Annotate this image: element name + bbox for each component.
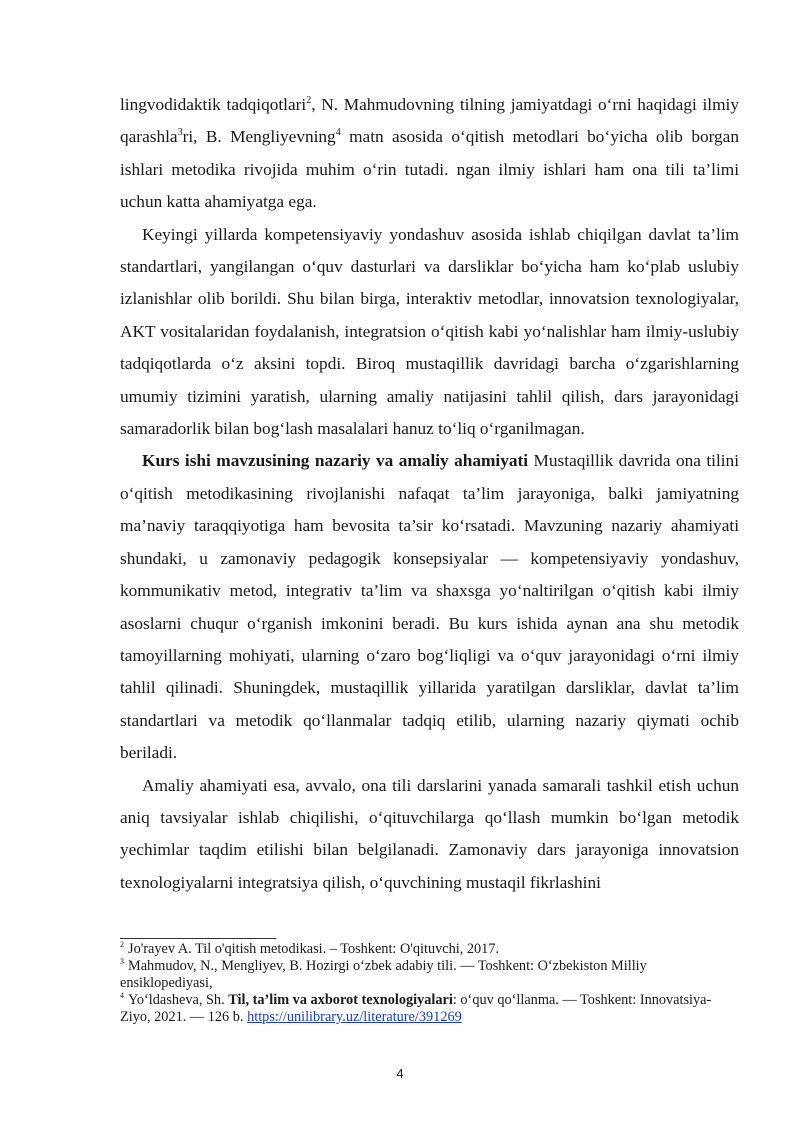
page-body — [120, 89, 739, 899]
paragraph-4: Amaliy ahamiyati esa, avvalo, ona tili darslarini yanada samarali tashkil etish uchun aniq tavsiyalar ishlab chiqilishi, o‘qituvchilarga qo‘llash mumkin bo‘lgan metodik yechimlar taqdim etilishi bilan belgilanadi. Zamonaviy dars jarayoniga innovatsion texnologiyalarni integratsiya qilish, o‘quvchining mustaqil fikrlashini — [120, 775, 739, 892]
footnote-separator — [120, 938, 276, 939]
paragraph-3-text: Mustaqillik davrida ona tilini o‘qitish metodikasining rivojlanishi nafaqat ta’lim jarayoniga, balki jamiyatning ma’naviy taraqqiyotiga ham bevosita ta’sir ko‘rsatadi. Mavzuning nazariy ahamiyati shundaki, u zamonaviy pedagogik konsepsiyalar — kompetensiyaviy yondashuv, kommunikativ metod, integrativ ta’lim va shaxsga yo‘naltirilgan o‘qitish kabi ilmiy asoslarni chuqur o‘rganish imkonini beradi. Bu kurs ishida aynan ana shu metodik tamoyillarning mohiyati, ularning o‘zaro bog‘liqligi va o‘quv jarayonidagi o‘rni ilmiy tahlil qilinadi. Shuningdek, mustaqillik yillarida yaratilgan darsliklar, davlat ta’lim standartlari va metodik qo‘llanmalar tadqiq etilib, ularning nazariy qiymati ochib beriladi. — [120, 451, 740, 763]
footnote-ref-4[interactable]: 4 — [335, 127, 341, 139]
footnote-book-title: Til, ta’lim va axborot texnologiyalari — [228, 992, 453, 1008]
footnote-number: 3 — [120, 957, 124, 967]
paragraph-2: Keyingi yillarda kompetensiyaviy yondashuv asosida ishlab chiqilgan davlat ta’lim standartlari, yangilangan o‘quv dasturlari va darsliklar bo‘yicha ham ko‘plab uslubiy izlanishlar olib borildi. Shu bilan birga, interaktiv metodlar, innovatsion texnologiyalar, AKT vositalaridan foydalanish, integratsion o‘qitish kabi yo‘nalishlar ham ilmiy-uslubiy tadqiqotlarda o‘z aksini topdi. Biroq mustaqillik davridagi barcha o‘zgarishlarning umumiy tizimini yaratish, ularning amaliy natijasini tahlil qilish, dars jarayonidagi samaradorlik bilan bog‘lash masalalari hanuz to‘liq o‘rganilmagan. — [120, 224, 739, 439]
footnote-text: Jo'rayev A. Til o'qitish metodikasi. – Toshkent: O'qituvchi, 2017. — [128, 941, 500, 957]
paragraph-1-text-c: ri, B. Mengliyevning — [182, 127, 336, 147]
paragraph-1-text-d: matn asosida o‘qitish metodlari bo‘yicha olib borgan ishlari metodika rivojida muhim o‘rin tutadi. ngan ilmiy ishlari ham ona tili ta’limi uchun katta ahamiyatga ega. — [120, 127, 739, 212]
footnote-number: 2 — [120, 940, 124, 950]
footnotes — [120, 941, 739, 1026]
paragraph-1-text-b: , N. Mahmudovning tilning jamiyatdagi o‘rni haqidagi ilmiy qarashla — [120, 95, 739, 147]
footnote-link[interactable]: https://unilibrary.uz/literature/391269 — [247, 1009, 462, 1025]
footnote-text-pre: Yo‘ldasheva, Sh. — [128, 992, 229, 1008]
footnote-ref-3[interactable]: 3 — [177, 127, 183, 139]
paragraph-1 — [120, 89, 739, 219]
footnote-text: Mahmudov, N., Mengliyev, B. Hozirgi o‘zbek adabiy tili. — Toshkent: O‘zbekiston Milliy ensiklopediyasi, — [120, 958, 647, 991]
footnote-4 — [120, 992, 739, 1026]
footnote-3 — [120, 958, 739, 992]
paragraph-3 — [120, 445, 739, 769]
section-heading-inline: Kurs ishi mavzusining nazariy va amaliy ahamiyati — [142, 451, 529, 471]
footnote-ref-2[interactable]: 2 — [306, 95, 312, 107]
footnote-number: 4 — [120, 991, 124, 1001]
page-number: 4 — [396, 1066, 404, 1081]
footnote-2 — [120, 941, 739, 958]
footnote-text-post: : o‘quv qo‘llanma. — Toshkent: Innovatsiya-Ziyo, 2021. — 126 b. — [120, 992, 712, 1025]
paragraph-1-text-a: lingvodidaktik tadqiqotlari — [120, 95, 307, 114]
